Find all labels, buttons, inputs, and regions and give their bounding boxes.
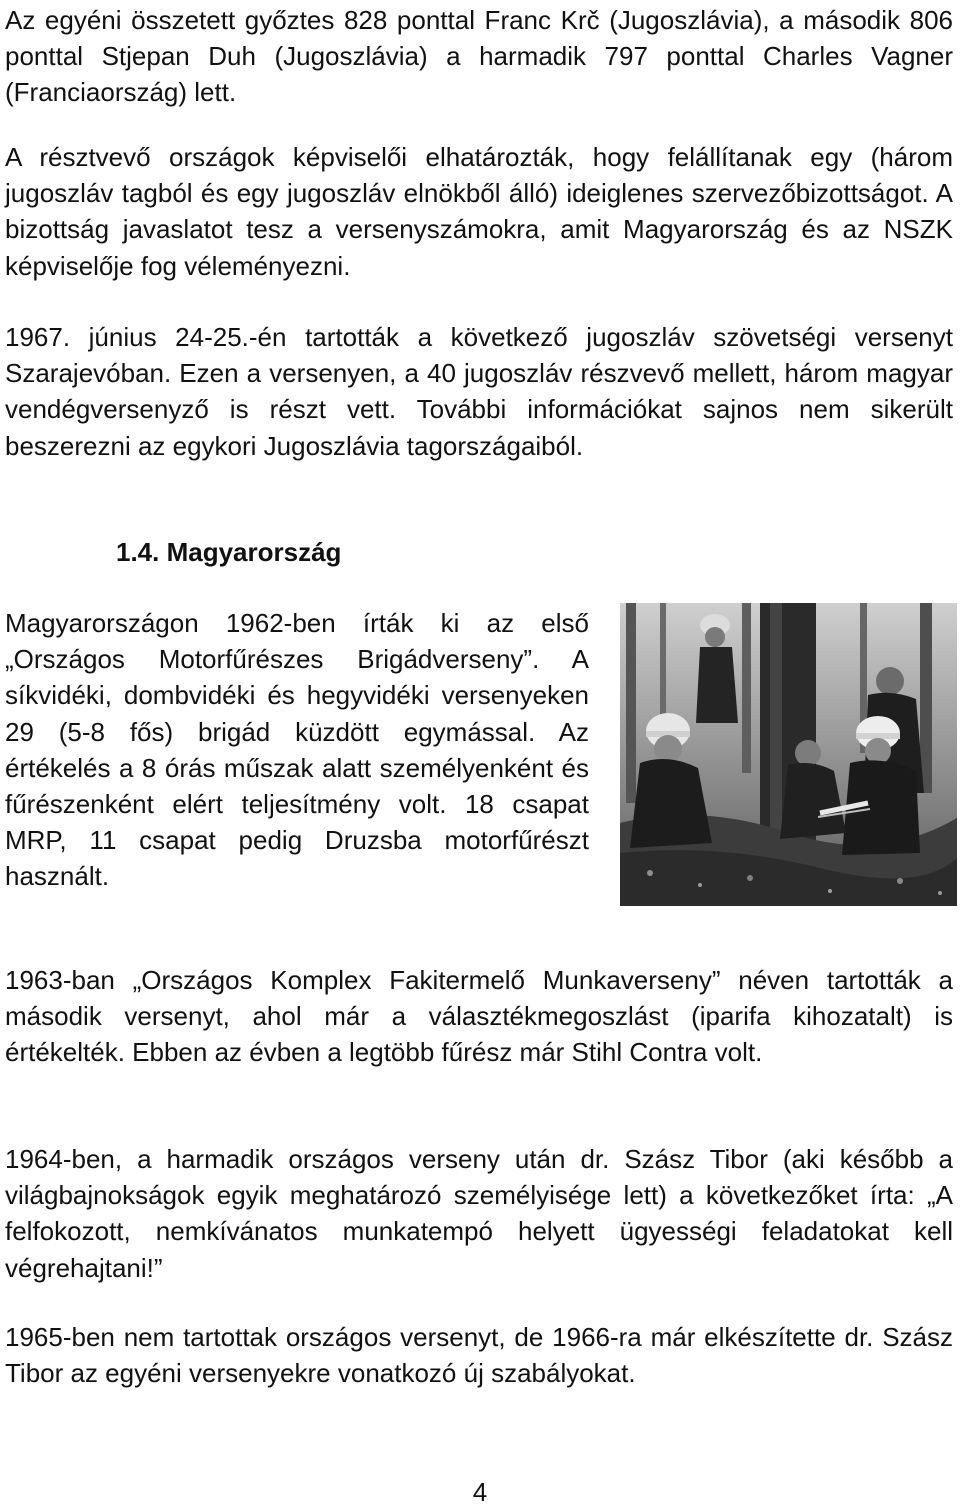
- document-page: [5, 0, 955, 1507]
- paragraph-committee: A résztvevő országok képviselői elhatározták, hogy felállítanak egy (három jugoszláv tagból és egy jugoszláv elnökből álló) ideiglenes szervezőbizottságot. A bizottság javaslatot tesz a versenyszámokra, amit Magyarország és az NSZK képviselője fog véleményezni.: [5, 142, 953, 281]
- paragraph-sarajevo-1967: 1967. június 24-25.-én tartották a következő jugoszláv szövetségi versenyt Szarajevóban. Ezen a versenyen, a 40 jugoszláv részvevő mellett, három magyar vendégversenyző is részt vett. További információkat sajnos nem sikerült beszerezni az egykori Jugoszlávia tagországaiból.: [5, 322, 953, 461]
- forestry-workers-photo: [620, 603, 957, 906]
- paragraph-results: Az egyéni összetett győztes 828 ponttal Franc Krč (Jugoszlávia), a második 806 ponttal Stjepan Duh (Jugoszlávia) a harmadik 797 ponttal Charles Vagner (Franciaország) lett.: [5, 5, 953, 108]
- page-number: 4: [472, 1477, 488, 1507]
- paragraph-brigade-1962: Magyarországon 1962-ben írták ki az első „Országos Motorfűrészes Brigádverseny”. A síkvidéki, dombvidéki és hegyvidéki versenyeken 29 (5-8 fős) brigád küzdött egymással. Az értékelés a 8 órás műszak alatt személyenként és fűrészenként elért teljesítmény volt. 18 csapat MRP, 11 csapat pedig Druzsba motorfűrészt használt.: [5, 608, 589, 892]
- paragraph-complex-1963: 1963-ban „Országos Komplex Fakitermelő Munkaverseny” néven tartották a második versenyt, ahol már a választékmegoszlást (iparifa kihozatalt) is értékelték. Ebben az évben a legtöbb fűrész már Stihl Contra volt.: [5, 965, 953, 1068]
- section-heading: 1.4. Magyarország: [116, 537, 342, 567]
- paragraph-quote-1964: 1964-ben, a harmadik országos verseny után dr. Szász Tibor (aki később a világbajnokságok egyik meghatározó személyisége lett) a következőket írta: „A felfokozott, nemkívánatos munkatempó helyett ügyességi feladatokat kell végrehajtani!”: [5, 1144, 953, 1283]
- paragraph-rules-1966: 1965-ben nem tartottak országos versenyt, de 1966-ra már elkészítette dr. Szász Tibor az egyéni versenyekre vonatkozó új szabályokat.: [5, 1322, 953, 1389]
